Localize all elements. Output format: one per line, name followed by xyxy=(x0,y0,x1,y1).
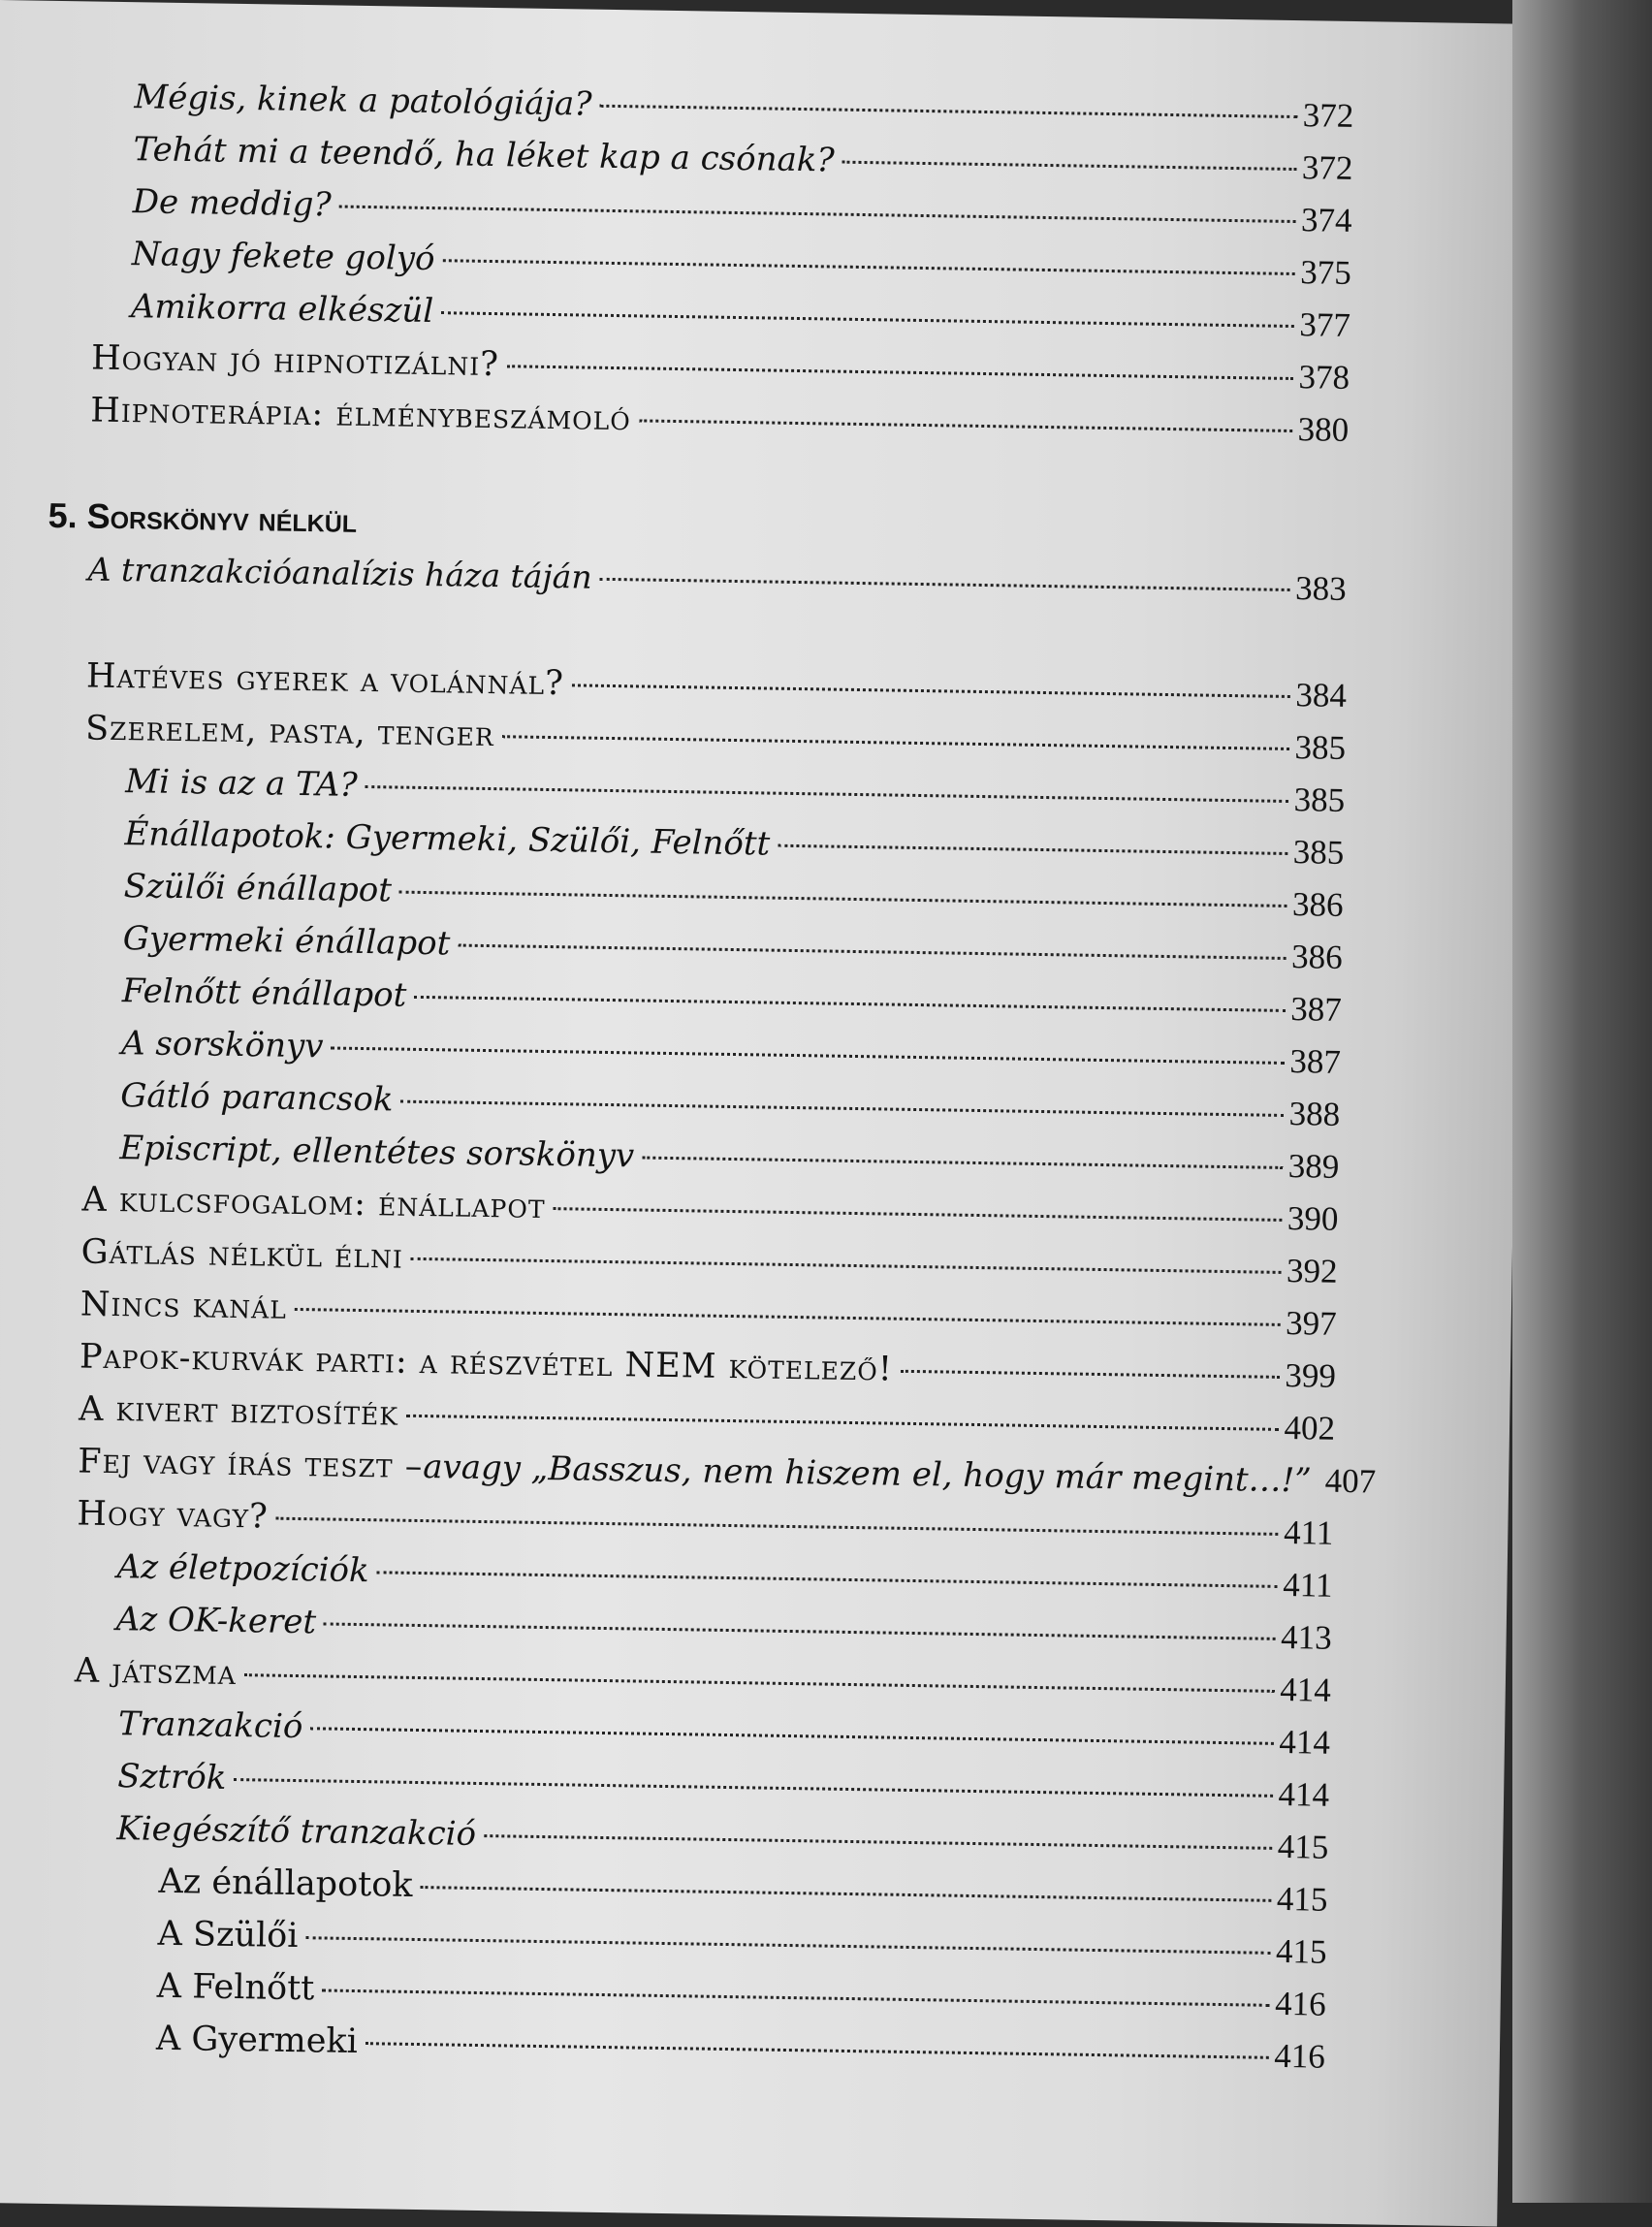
toc-title: A Gyermeki xyxy=(156,2020,358,2061)
toc-title: Az énállapotok xyxy=(158,1862,413,1905)
toc-page: 387 xyxy=(1290,990,1342,1030)
leader-dots xyxy=(414,996,1285,1012)
leader-dots xyxy=(441,311,1293,328)
toc-title: A sorskönyv xyxy=(121,1024,324,1066)
leader-dots xyxy=(842,161,1296,171)
toc-page: 374 xyxy=(1301,201,1352,240)
toc-title: Mi is az a TA? xyxy=(125,762,358,805)
leader-dots xyxy=(507,365,1293,380)
leader-dots xyxy=(365,785,1288,803)
toc-page: 399 xyxy=(1285,1356,1336,1396)
toc-title: Tehát mi a teendő, ha léket kap a csónak? xyxy=(133,130,835,179)
toc-page: 414 xyxy=(1279,1723,1330,1763)
leader-dots xyxy=(642,1157,1283,1169)
leader-dots xyxy=(484,1834,1272,1850)
toc-title: Nagy fekete golyó xyxy=(132,235,435,278)
toc-title: Hogyan jó hipnotizálni? xyxy=(91,339,499,385)
toc-page: 385 xyxy=(1293,780,1345,820)
leader-dots xyxy=(421,1886,1271,1902)
leader-dots xyxy=(305,1936,1270,1955)
toc-title: Az életpozíciók xyxy=(116,1547,369,1590)
leader-dots xyxy=(295,1308,1280,1326)
toc-page: 415 xyxy=(1277,1828,1328,1867)
toc-page: 386 xyxy=(1292,885,1344,925)
toc-page: 414 xyxy=(1280,1670,1331,1710)
leader-dots xyxy=(442,259,1294,275)
toc-title: Tranzakció xyxy=(118,1704,303,1746)
toc-title-main: Fej vagy írás teszt – xyxy=(78,1442,424,1486)
toc-page: 386 xyxy=(1291,938,1343,977)
toc-page: 377 xyxy=(1299,305,1350,345)
toc-title: Sztrók xyxy=(117,1757,227,1798)
leader-dots xyxy=(331,1046,1284,1064)
toc-page: 390 xyxy=(1287,1199,1339,1239)
toc-page: 375 xyxy=(1300,253,1351,293)
toc-page: 414 xyxy=(1278,1775,1329,1815)
leader-dots xyxy=(377,1571,1278,1588)
toc-page: 402 xyxy=(1284,1409,1335,1448)
toc-title: Gyermeki énállapot xyxy=(122,919,450,963)
leader-dots xyxy=(324,1622,1275,1639)
toc-entry xyxy=(87,551,1347,622)
leader-dots xyxy=(310,1727,1273,1745)
toc-title: A tranzakcióanalízis háza táján xyxy=(87,551,591,596)
leader-dots xyxy=(234,1778,1272,1798)
toc-title: A Felnőtt xyxy=(157,1967,315,2009)
leader-dots xyxy=(322,1988,1269,2006)
leader-dots xyxy=(639,419,1292,432)
leader-dots xyxy=(400,1100,1283,1117)
toc-title: A kulcsfogalom: énállapot xyxy=(81,1180,546,1226)
leader-dots xyxy=(399,891,1287,907)
toc-title: Amikorra elkészül xyxy=(131,287,434,331)
leader-dots xyxy=(458,944,1286,960)
toc-title: Az OK-keret xyxy=(115,1600,316,1641)
leader-dots xyxy=(411,1257,1281,1274)
toc-title: Kiegészítő tranzakció xyxy=(116,1809,476,1854)
toc-page: 388 xyxy=(1288,1095,1340,1134)
leader-dots xyxy=(339,206,1295,223)
toc-page: 392 xyxy=(1287,1252,1338,1291)
toc-page: 407 xyxy=(1324,1462,1376,1502)
toc-title-subtitle: avagy „Basszus, nem hiszem el, hogy már megint…!” xyxy=(423,1448,1312,1500)
toc-page: 389 xyxy=(1287,1147,1339,1187)
leader-dots xyxy=(572,684,1289,698)
toc-page: 385 xyxy=(1293,833,1345,873)
leader-dots xyxy=(365,2042,1269,2059)
toc-page: 411 xyxy=(1283,1566,1333,1606)
toc-page: 397 xyxy=(1286,1304,1337,1344)
leader-dots xyxy=(901,1370,1280,1379)
page-edge-shadow xyxy=(1512,0,1652,2203)
toc-page: 372 xyxy=(1302,96,1353,136)
toc-page: 380 xyxy=(1297,410,1349,450)
toc-page: 385 xyxy=(1294,728,1346,768)
leader-dots xyxy=(502,735,1289,750)
toc-page: 416 xyxy=(1275,1985,1326,2024)
toc-title: Mégis, kinek a patológiája? xyxy=(134,78,592,123)
toc-title: Gátlás nélkül élni xyxy=(80,1232,403,1276)
leader-dots xyxy=(778,844,1287,855)
toc-title: Gátló parancsok xyxy=(120,1076,394,1119)
leader-dots xyxy=(600,578,1290,591)
toc-title: A kivert biztosíték xyxy=(79,1389,398,1433)
toc-page: 411 xyxy=(1284,1513,1334,1553)
toc-title: Felnőtt énállapot xyxy=(122,971,407,1015)
toc-page: 378 xyxy=(1298,358,1350,398)
toc-page: 413 xyxy=(1281,1618,1332,1658)
section-heading: 5. Sorskönyv nélkül xyxy=(48,495,357,541)
toc-page: 416 xyxy=(1274,2037,1325,2077)
leader-dots xyxy=(406,1415,1279,1431)
toc-page: 372 xyxy=(1302,148,1353,188)
leader-dots xyxy=(553,1207,1281,1222)
toc-title: Hatéves gyerek a volánnál? xyxy=(86,656,565,703)
toc-title: Énállapotok: Gyermeki, Szülői, Felnőtt xyxy=(124,814,770,863)
toc-title: Episcript, ellentétes sorskönyv xyxy=(119,1129,634,1175)
toc-page: 383 xyxy=(1295,569,1347,609)
toc-title: Szülői énállapot xyxy=(123,867,392,909)
leader-dots xyxy=(276,1517,1278,1536)
leader-dots xyxy=(599,105,1296,118)
toc-title: Papok-kurvák parti: a részvétel NEM kötelező! xyxy=(79,1337,893,1388)
toc-title: Nincs kanál xyxy=(80,1285,288,1326)
toc-title: A játszma xyxy=(75,1651,238,1693)
toc-title: Hipnoterápia: élménybeszámoló xyxy=(90,392,631,439)
toc-page: 415 xyxy=(1276,1932,1327,1972)
toc-title: Szerelem, pasta, tenger xyxy=(85,709,494,754)
toc-page: 415 xyxy=(1277,1880,1328,1920)
toc-title: De meddig? xyxy=(132,182,332,224)
toc-title: A Szülői xyxy=(157,1915,298,1956)
toc-page: 384 xyxy=(1295,676,1347,716)
toc-title: Hogy vagy? xyxy=(77,1494,269,1536)
toc-page: 387 xyxy=(1289,1042,1341,1082)
leader-dots xyxy=(244,1673,1274,1693)
